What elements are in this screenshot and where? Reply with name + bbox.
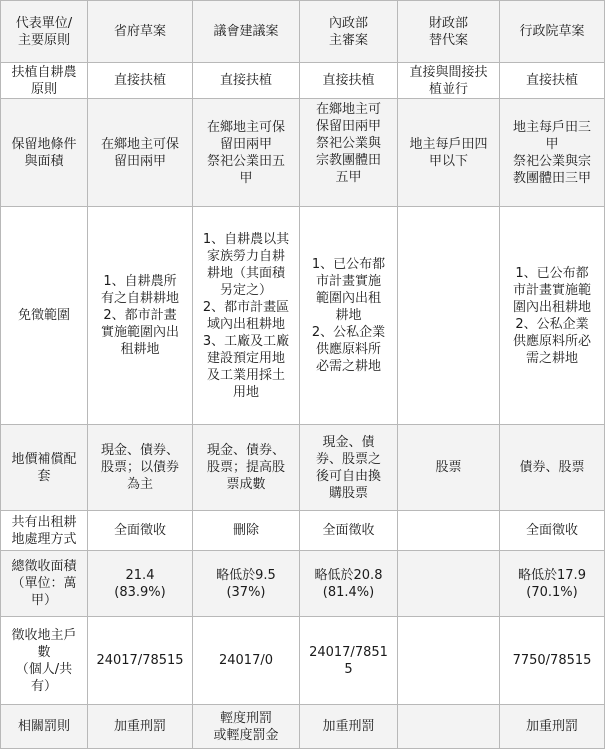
- table-cell: 直接扶植: [300, 63, 398, 99]
- header-cell-executive-yuan: 行政院草案: [500, 1, 605, 63]
- table-row: [1, 425, 605, 511]
- header-row: [1, 1, 605, 63]
- table-row: [1, 551, 605, 617]
- header-cell-interior-ministry: 內政部 主審案: [300, 1, 398, 63]
- table-cell: 現金、債券、 股票；以債券 為主: [88, 425, 193, 511]
- row-label-cell: 共有出租耕 地處理方式: [1, 511, 88, 551]
- table-cell: [398, 207, 500, 425]
- table-cell: 1、已公布都 市計畫實施 範圍內出租 耕地 2、公私企業 供應原料所 必需之耕地: [300, 207, 398, 425]
- header-cell-finance-ministry: 財政部 替代案: [398, 1, 500, 63]
- table-cell: 1、已公布都 市計畫實施範 圍內出租耕地 2、公私企業 供應原料所必 需之耕地: [500, 207, 605, 425]
- table-cell: 1、自耕農所 有之自耕耕地 2、都市計畫 實施範圍內出 租耕地: [88, 207, 193, 425]
- table-cell: 地主每戶田三 甲 祭祀公業與宗 教團體田三甲: [500, 99, 605, 207]
- table-cell: 全面徵收: [500, 511, 605, 551]
- table-cell: 加重刑罰: [88, 705, 193, 749]
- table-cell: 加重刑罰: [500, 705, 605, 749]
- table-cell: 略低於20.8 (81.4%): [300, 551, 398, 617]
- table-cell: 24017/7851 5: [300, 617, 398, 705]
- table-cell: 略低於9.5 (37%): [193, 551, 300, 617]
- table-cell: 地主每戶田四 甲以下: [398, 99, 500, 207]
- header-cell-category: 代表單位/ 主要原則: [1, 1, 88, 63]
- table-row: [1, 63, 605, 99]
- table-cell: 全面徵收: [88, 511, 193, 551]
- table-cell: 直接扶植: [500, 63, 605, 99]
- table-cell: 1、自耕農以其 家族勞力自耕 耕地（其面積 另定之） 2、都市計畫區 域內出租耕地 3、工廠及工廠 建設預定用地 及工業用採土 用地: [193, 207, 300, 425]
- table-cell: 現金、債 券、股票之 後可自由換 購股票: [300, 425, 398, 511]
- table-cell: 24017/0: [193, 617, 300, 705]
- header-cell-provincial-draft: 省府草案: [88, 1, 193, 63]
- table-cell: 直接扶植: [193, 63, 300, 99]
- row-label-cell: 扶植自耕農 原則: [1, 63, 88, 99]
- row-label-cell: 總徵收面積 （單位：萬 甲）: [1, 551, 88, 617]
- row-label-cell: 保留地條件 與面積: [1, 99, 88, 207]
- header-cell-council-proposal: 議會建議案: [193, 1, 300, 63]
- table-cell: 7750/78515: [500, 617, 605, 705]
- row-label-cell: 地價補償配 套: [1, 425, 88, 511]
- row-label-cell: 相關罰則: [1, 705, 88, 749]
- table-cell: [398, 551, 500, 617]
- table-cell: 輕度刑罰 或輕度罰金: [193, 705, 300, 749]
- table-row: [1, 99, 605, 207]
- table-cell: 現金、債券、 股票；提高股 票成數: [193, 425, 300, 511]
- table-row: [1, 511, 605, 551]
- row-label-cell: 徵收地主戶 數 （個人/共 有）: [1, 617, 88, 705]
- table-cell: 直接扶植: [88, 63, 193, 99]
- table-cell: 在鄉地主可保 留田兩甲: [88, 99, 193, 207]
- table-cell: 24017/78515: [88, 617, 193, 705]
- table-cell: [398, 705, 500, 749]
- table-cell: 刪除: [193, 511, 300, 551]
- table-cell: 在鄉地主可 保留田兩甲 祭祀公業與 宗教團體田 五甲: [300, 99, 398, 207]
- table-cell: 加重刑罰: [300, 705, 398, 749]
- table-cell: 21.4 (83.9%): [88, 551, 193, 617]
- table-cell: 全面徵收: [300, 511, 398, 551]
- table-cell: 直接與間接扶 植並行: [398, 63, 500, 99]
- table-cell: [398, 511, 500, 551]
- table-cell: 在鄉地主可保 留田兩甲 祭祀公業田五 甲: [193, 99, 300, 207]
- row-label-cell: 免徵範圍: [1, 207, 88, 425]
- table-cell: 略低於17.9 (70.1%): [500, 551, 605, 617]
- table-cell: [398, 617, 500, 705]
- table-row: [1, 705, 605, 749]
- table-row: [1, 207, 605, 425]
- table-cell: 債券、股票: [500, 425, 605, 511]
- table-cell: 股票: [398, 425, 500, 511]
- table-row: [1, 617, 605, 705]
